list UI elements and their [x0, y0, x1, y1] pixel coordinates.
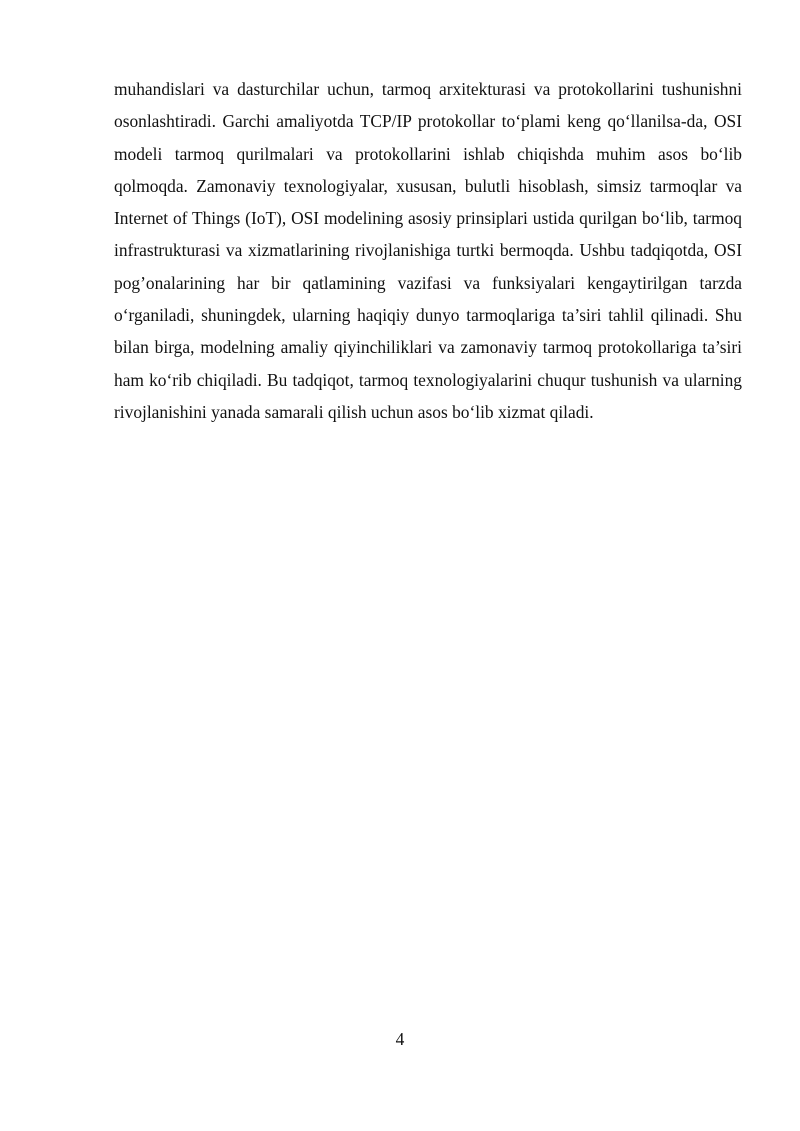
- page-number: 4: [395, 1029, 405, 1049]
- body-paragraph: muhandislari va dasturchilar uchun, tarmoq arxitekturasi va protokollarini tushunishni osonlashtiradi. Garchi amaliyotda TCP/IP protokollar to‘plami keng qo‘llanilsa-da, OSI modeli tarmoq qurilmalari va protokollarini ishlab chiqishda muhim asos bo‘lib qolmoqda. Zamonaviy texnologiyalar, xususan, bulutli hisoblash, simsiz tarmoqlar va Internet of Things (IoT), OSI modelining asosiy prinsiplari ustida qurilgan bo‘lib, tarmoq infrastrukturasi va xizmatlarining rivojlanishiga turtki bermoqda. Ushbu tadqiqotda, OSI pog’onalarining har bir qatlamining vazifasi va funksiyalari kengaytirilgan tarzda o‘rganiladi, shuningdek, ularning haqiqiy dunyo tarmoqlariga ta’siri tahlil qilinadi. Shu bilan birga, modelning amaliy qiyinchiliklari va zamonaviy tarmoq protokollariga ta’siri ham ko‘rib chiqiladi. Bu tadqiqot, tarmoq texnologiyalarini chuqur tushunish va ularning rivojlanishini yanada samarali qilish uchun asos bo‘lib xizmat qiladi.: [114, 79, 742, 422]
